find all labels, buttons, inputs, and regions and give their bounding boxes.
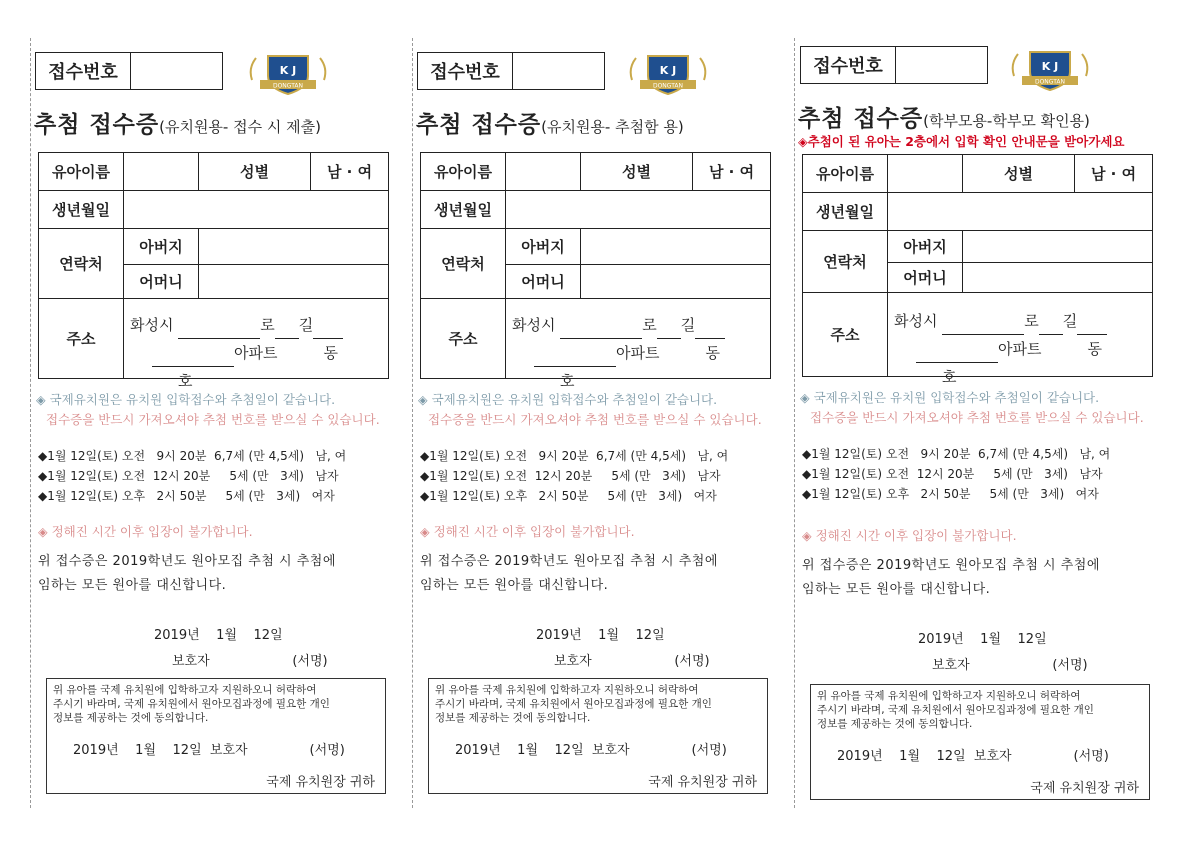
- reception-number-value[interactable]: [896, 47, 987, 83]
- schedule-item: ◆1월 12일(토) 오전 12시 20분 5세 (만 3세) 남자: [802, 467, 1103, 481]
- svg-text:K J: K J: [1041, 60, 1059, 73]
- mother-label: 어머니: [124, 265, 199, 299]
- address-label: 주소: [39, 299, 124, 379]
- mother-phone-field[interactable]: [581, 265, 771, 299]
- address-label: 주소: [803, 293, 888, 377]
- gender-label: 성별: [963, 155, 1075, 193]
- gender-label: 성별: [199, 153, 311, 191]
- gender-label: 성별: [581, 153, 693, 191]
- notice-bring-receipt: 접수증을 반드시 가져오셔야 추첨 번호를 받으실 수 있습니다.: [428, 412, 762, 427]
- schedule-item: ◆1월 12일(토) 오후 2시 50분 5세 (만 3세) 여자: [420, 489, 717, 503]
- kindergarten-logo-icon: [246, 50, 330, 96]
- svg-text:DONGTAN: DONGTAN: [1034, 78, 1066, 86]
- schedule-list: [420, 446, 728, 506]
- principal-addressee: 국제 유치원장 귀하: [1030, 781, 1139, 796]
- child-name-field[interactable]: [888, 155, 963, 193]
- receipt-title: 추첨 접수증(유치원용- 접수 시 제출): [34, 112, 321, 138]
- guardian-signature-line: 보호자 (서명): [554, 654, 710, 669]
- birthdate-label: 생년월일: [39, 191, 124, 229]
- notice-same-day: ◈ 국제유치원은 유치원 입학접수와 추첨일이 같습니다.: [800, 390, 1100, 405]
- pledge-text: 위 접수증은 2019학년도 원아모집 추첨 시 추첨에 임하는 모든 원아를 대신합니다.: [420, 554, 718, 593]
- lottery-winner-warning: ◈추첨이 된 유아는 2층에서 입학 확인 안내문을 받아가세요: [798, 134, 1125, 149]
- notice-same-day: ◈ 국제유치원은 유치원 입학접수와 추첨일이 같습니다.: [418, 392, 718, 407]
- receipt-subtitle: (유치원용- 추첨함 용): [541, 118, 684, 136]
- consent-box: [810, 684, 1150, 800]
- contact-label: 연락처: [803, 231, 888, 293]
- consent-date-signature: 2019년 1월 12일 보호자 (서명): [837, 749, 1109, 764]
- schedule-item: ◆1월 12일(토) 오전 9시 20분 6,7세 (만 4,5세) 남, 여: [38, 449, 347, 463]
- consent-text: 위 유아를 국제 유치원에 입학하고자 지원하오니 허락하여 주시기 바라며, 국제 유치원에서 원아모집과정에 필요한 개인 정보를 제공하는 것에 동의합니다.: [435, 684, 712, 724]
- receipt-school-submit: [32, 0, 412, 848]
- gender-options[interactable]: 남 · 여: [311, 153, 389, 191]
- birthdate-label: 생년월일: [803, 193, 888, 231]
- cut-line-2: [412, 38, 413, 808]
- svg-text:K J: K J: [279, 64, 297, 77]
- application-form-table: [802, 154, 1153, 386]
- late-entry-notice: ◈ 정해진 시간 이후 입장이 불가합니다.: [802, 528, 1017, 543]
- reception-number-label: 접수번호: [36, 53, 131, 89]
- birthdate-field[interactable]: [124, 191, 389, 229]
- consent-box: [46, 678, 386, 794]
- child-name-field[interactable]: [506, 153, 581, 191]
- schedule-item: ◆1월 12일(토) 오전 9시 20분 6,7세 (만 4,5세) 남, 여: [802, 447, 1111, 461]
- notice-same-day: ◈ 국제유치원은 유치원 입학접수와 추첨일이 같습니다.: [36, 392, 336, 407]
- consent-text: 위 유아를 국제 유치원에 입학하고자 지원하오니 허락하여 주시기 바라며, 국제 유치원에서 원아모집과정에 필요한 개인 정보를 제공하는 것에 동의합니다.: [53, 684, 330, 724]
- reception-number-box: [35, 52, 223, 90]
- reception-number-value[interactable]: [513, 53, 604, 89]
- receipt-title: 추첨 접수증(학부모용-학부모 확인용): [798, 106, 1090, 132]
- father-label: 아버지: [888, 231, 963, 263]
- consent-text: 위 유아를 국제 유치원에 입학하고자 지원하오니 허락하여 주시기 바라며, 국제 유치원에서 원아모집과정에 필요한 개인 정보를 제공하는 것에 동의합니다.: [817, 690, 1094, 730]
- principal-addressee: 국제 유치원장 귀하: [648, 775, 757, 790]
- receipt-title: 추첨 접수증(유치원용- 추첨함 용): [416, 112, 684, 138]
- child-name-label: 유아이름: [39, 153, 124, 191]
- reception-number-box: [800, 46, 988, 84]
- receipt-subtitle: (학부모용-학부모 확인용): [923, 112, 1090, 130]
- consent-date-signature: 2019년 1월 12일 보호자 (서명): [73, 743, 345, 758]
- pledge-text: 위 접수증은 2019학년도 원아모집 추첨 시 추첨에 임하는 모든 원아를 대신합니다.: [802, 558, 1100, 597]
- father-phone-field[interactable]: [581, 229, 771, 265]
- mother-phone-field[interactable]: [963, 263, 1153, 293]
- receipt-subtitle: (유치원용- 접수 시 제출): [159, 118, 321, 136]
- father-label: 아버지: [506, 229, 581, 265]
- birthdate-label: 생년월일: [421, 191, 506, 229]
- date-line: 2019년 1월 12일: [154, 628, 283, 643]
- gender-options[interactable]: 남 · 여: [1075, 155, 1153, 193]
- father-phone-field[interactable]: [963, 231, 1153, 263]
- notice-bring-receipt: 접수증을 반드시 가져오셔야 추첨 번호를 받으실 수 있습니다.: [810, 410, 1144, 425]
- svg-text:DONGTAN: DONGTAN: [272, 82, 304, 90]
- kindergarten-logo-icon: [626, 50, 710, 96]
- late-entry-notice: ◈ 정해진 시간 이후 입장이 불가합니다.: [420, 524, 635, 539]
- mother-label: 어머니: [888, 263, 963, 293]
- guardian-signature-line: 보호자 (서명): [172, 654, 328, 669]
- birthdate-field[interactable]: [888, 193, 1153, 231]
- cut-line-3: [794, 38, 795, 808]
- address-field[interactable]: 화성시 로 길 아파트 동호: [506, 299, 771, 379]
- reception-number-box: [417, 52, 605, 90]
- mother-phone-field[interactable]: [199, 265, 389, 299]
- schedule-item: ◆1월 12일(토) 오후 2시 50분 5세 (만 3세) 여자: [38, 489, 335, 503]
- guardian-signature-line: 보호자 (서명): [932, 658, 1088, 673]
- pledge-text: 위 접수증은 2019학년도 원아모집 추첨 시 추첨에 임하는 모든 원아를 대신합니다.: [38, 554, 336, 593]
- child-name-label: 유아이름: [421, 153, 506, 191]
- child-name-label: 유아이름: [803, 155, 888, 193]
- reception-number-label: 접수번호: [418, 53, 513, 89]
- svg-text:K J: K J: [659, 64, 677, 77]
- svg-text:DONGTAN: DONGTAN: [652, 82, 684, 90]
- contact-label: 연락처: [39, 229, 124, 299]
- receipt-parent-copy: [796, 0, 1176, 848]
- notice-bring-receipt: 접수증을 반드시 가져오셔야 추첨 번호를 받으실 수 있습니다.: [46, 412, 380, 427]
- date-line: 2019년 1월 12일: [918, 632, 1047, 647]
- reception-number-value[interactable]: [131, 53, 222, 89]
- address-field[interactable]: 화성시 로 길 아파트 동호: [124, 299, 389, 379]
- schedule-item: ◆1월 12일(토) 오전 12시 20분 5세 (만 3세) 남자: [38, 469, 339, 483]
- cut-line-1: [30, 38, 31, 808]
- application-form-table: [420, 152, 771, 390]
- schedule-list: [38, 446, 346, 506]
- reception-number-label: 접수번호: [801, 47, 896, 83]
- father-label: 아버지: [124, 229, 199, 265]
- kindergarten-logo-icon: [1008, 46, 1092, 92]
- mother-label: 어머니: [506, 265, 581, 299]
- child-name-field[interactable]: [124, 153, 199, 191]
- address-label: 주소: [421, 299, 506, 379]
- birthdate-field[interactable]: [506, 191, 771, 229]
- application-form-table: [38, 152, 389, 390]
- consent-date-signature: 2019년 1월 12일 보호자 (서명): [455, 743, 727, 758]
- schedule-item: ◆1월 12일(토) 오후 2시 50분 5세 (만 3세) 여자: [802, 487, 1099, 501]
- receipt-lottery-box: [414, 0, 794, 848]
- father-phone-field[interactable]: [199, 229, 389, 265]
- schedule-list: [802, 444, 1110, 504]
- schedule-item: ◆1월 12일(토) 오전 12시 20분 5세 (만 3세) 남자: [420, 469, 721, 483]
- late-entry-notice: ◈ 정해진 시간 이후 입장이 불가합니다.: [38, 524, 253, 539]
- schedule-item: ◆1월 12일(토) 오전 9시 20분 6,7세 (만 4,5세) 남, 여: [420, 449, 729, 463]
- gender-options[interactable]: 남 · 여: [693, 153, 771, 191]
- principal-addressee: 국제 유치원장 귀하: [266, 775, 375, 790]
- consent-box: [428, 678, 768, 794]
- date-line: 2019년 1월 12일: [536, 628, 665, 643]
- contact-label: 연락처: [421, 229, 506, 299]
- address-field[interactable]: 화성시 로 길 아파트 동호: [888, 293, 1153, 377]
